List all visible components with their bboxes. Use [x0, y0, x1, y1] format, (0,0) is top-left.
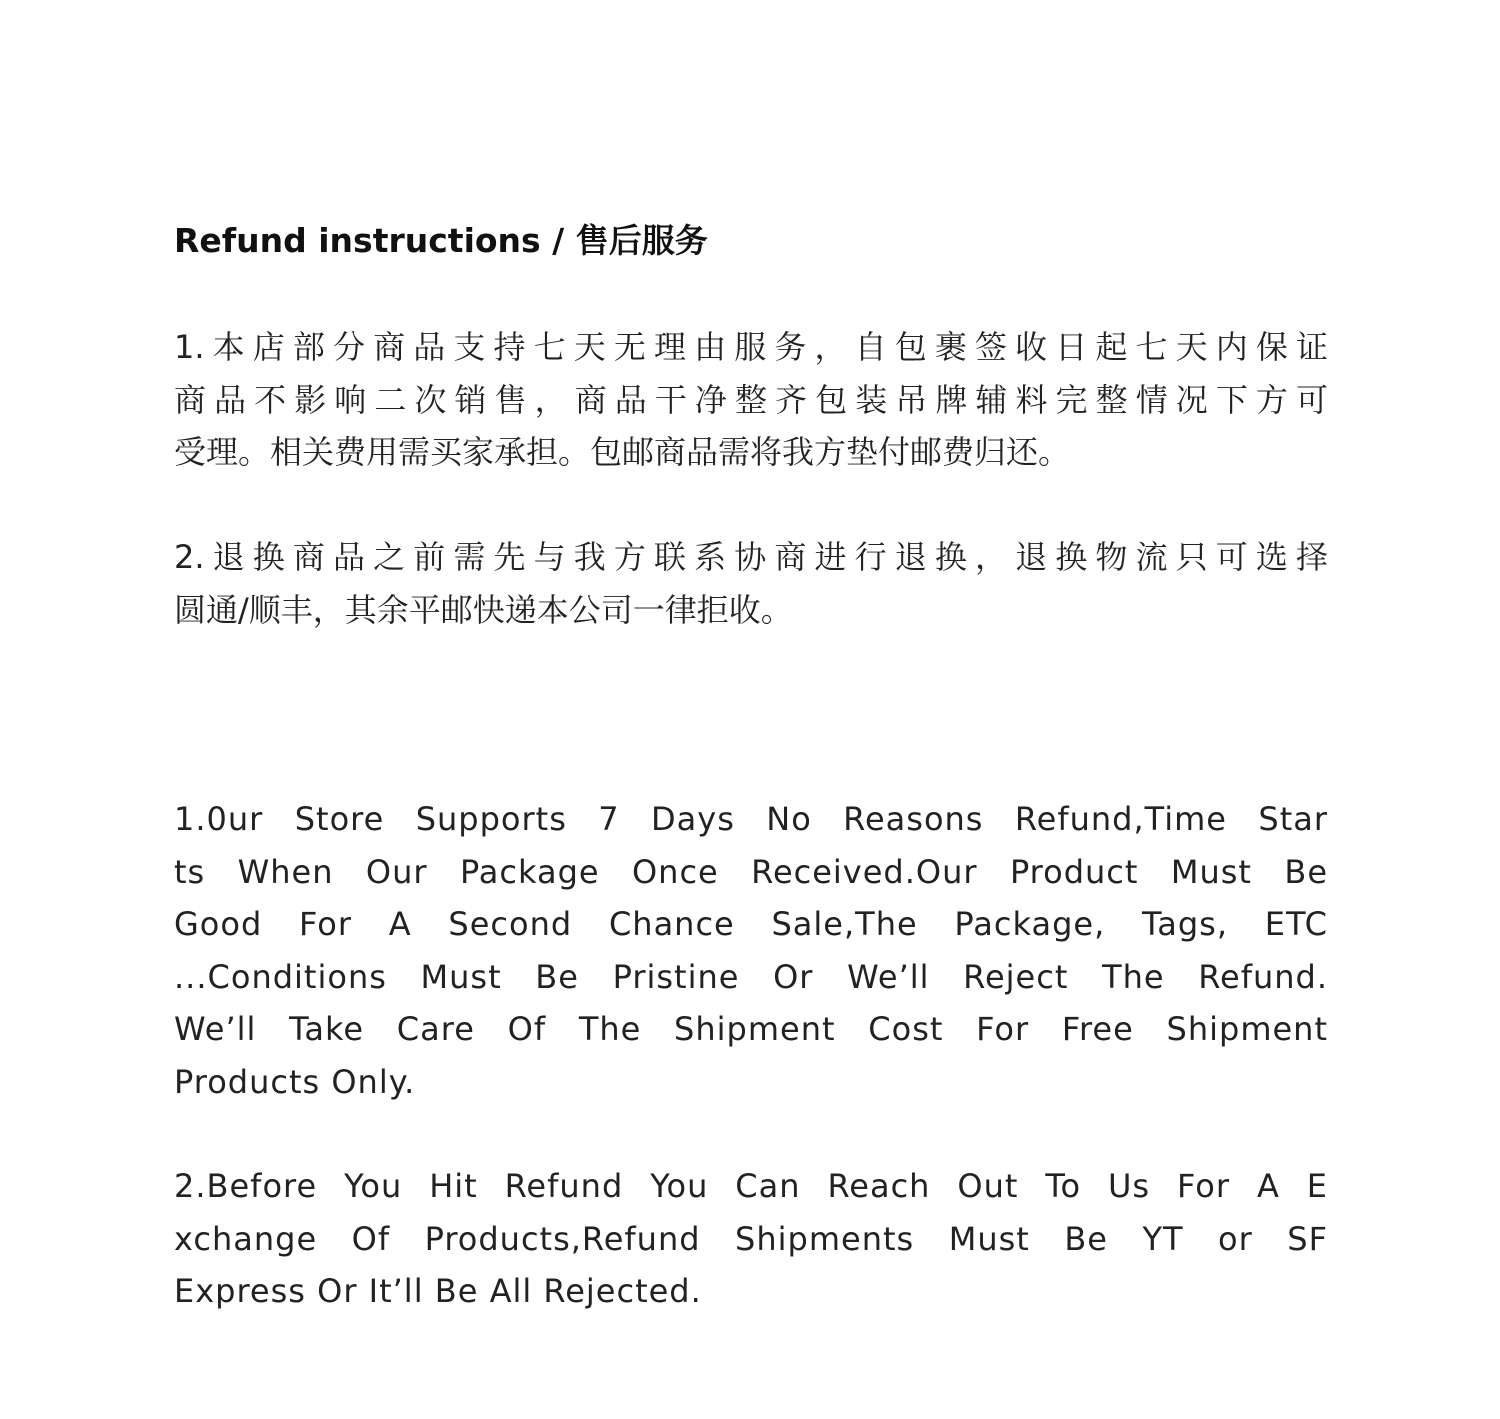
page-title: Refund instructions / 售后服务 — [174, 221, 708, 260]
paragraph-line: xchange Of Products,Refund Shipments Must Be YT or SF — [174, 1219, 1328, 1258]
paragraph-line: 商品不影响二次销售，商品干净整齐包装吊牌辅料完整情况下方可 — [174, 380, 1328, 419]
paragraph-line: 圆通/顺丰，其余平邮快递本公司一律拒收。 — [174, 590, 793, 629]
paragraph-line: 1.本店部分商品支持七天无理由服务，自包裹签收日起七天内保证 — [174, 328, 1328, 366]
english-paragraph-1 — [174, 793, 1328, 1108]
chinese-paragraph-1 — [174, 321, 1328, 479]
english-paragraph-2 — [174, 1160, 1328, 1318]
paragraph-line: Good For A Second Chance Sale,The Package, Tags, ETC — [174, 905, 1328, 943]
paragraph-line: 2.退换商品之前需先与我方联系协商进行退换，退换物流只可选择 — [174, 538, 1328, 576]
paragraph-line: ...Conditions Must Be Pristine Or We’ll Reject The Refund. — [174, 957, 1328, 996]
paragraph-line: 受理。相关费用需买家承担。包邮商品需将我方垫付邮费归还。 — [174, 433, 1071, 471]
paragraph-line: Products Only. — [174, 1062, 416, 1101]
paragraph-line: We’ll Take Care Of The Shipment Cost For Free Shipment — [174, 1010, 1328, 1048]
paragraph-line: 1.0ur Store Supports 7 Days No Reasons Refund,Time Star — [174, 800, 1328, 838]
chinese-paragraph-2 — [174, 531, 1328, 636]
paragraph-line: 2.Before You Hit Refund You Can Reach Out To Us For A E — [174, 1167, 1328, 1205]
paragraph-line: ts When Our Package Once Received.Our Product Must Be — [174, 852, 1328, 891]
paragraph-line: Express Or It’ll Be All Rejected. — [174, 1272, 702, 1310]
